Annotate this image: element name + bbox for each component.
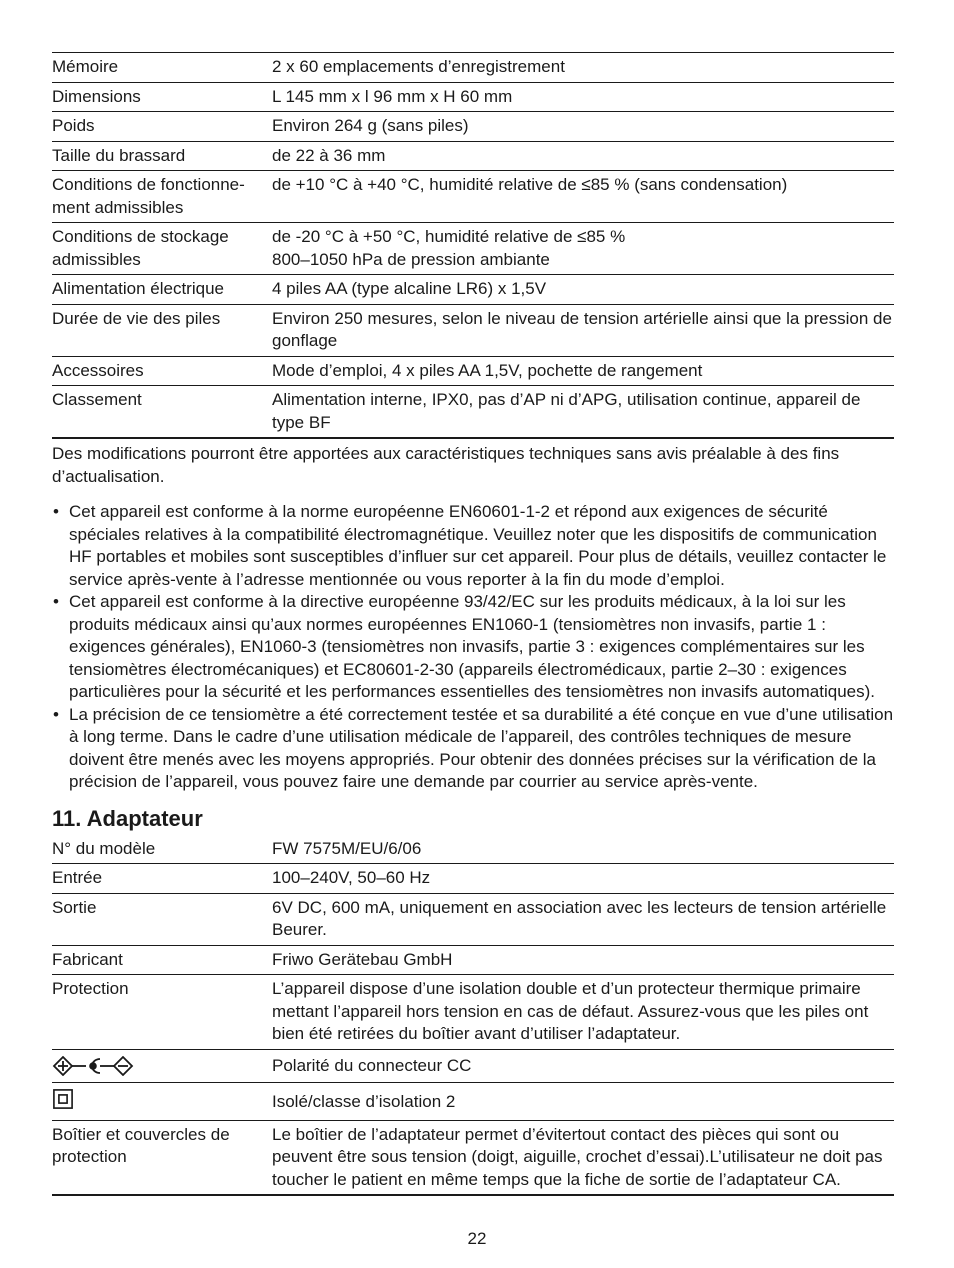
spec-label: Accessoires (52, 360, 144, 380)
spec-value: FW 7575M/EU/6/06 (272, 838, 422, 858)
spec-label: Classement (52, 390, 142, 409)
spec-label: Mémoire (52, 57, 119, 76)
adapter-specs-table (52, 835, 894, 1197)
table-row (52, 53, 894, 83)
compliance-bullet-list (52, 501, 894, 794)
list-item (52, 591, 894, 704)
spec-label: N° du modèle (52, 838, 156, 858)
spec-value: Mode d’emploi, 4 x piles AA 1,5V, pochette de rangement (272, 360, 703, 380)
table-row (52, 1049, 894, 1083)
page-number: 22 (467, 1229, 487, 1248)
spec-label: Entrée (52, 868, 103, 887)
specs-change-note: Des modifications pourront être apportées aux caractéristiques techniques sans avis préalable à des fins d’actualisation. (52, 444, 840, 486)
spec-value: 6V DC, 600 mA, uniquement en association avec les lecteurs de tension artérielle Beurer. (272, 897, 887, 939)
table-row (52, 945, 894, 975)
spec-value-line: de -20 °C à +50 °C, humidité relative de ≤85 % (272, 227, 626, 246)
spec-value: Friwo Gerätebau GmbH (272, 949, 453, 969)
table-row (52, 356, 894, 386)
spec-value (272, 223, 894, 275)
table-row (52, 171, 894, 223)
table-row (52, 304, 894, 356)
spec-label: Durée de vie des piles (52, 308, 221, 328)
bullet-text: Cet appareil est conforme à la norme européenne EN60601-1-2 et répond aux exigences de sécurité spéciales relatives à la compatibilité électromagnétique. Veuillez noter que les dispositifs de communication HF portables et mobiles sont susceptibles d’influer sur cet appareil. Pour plus de détails, veuillez contacter le service après-vente à l’adresse mentionnée ou vous reporter à la fin du mode d’emploi. (69, 502, 887, 589)
table-row (52, 893, 894, 945)
spec-label (52, 1049, 272, 1083)
spec-value-line: 800–1050 hPa de pression ambiante (272, 249, 550, 269)
spec-label: Alimentation électrique (52, 279, 224, 298)
spec-value: L 145 mm x l 96 mm x H 60 mm (272, 86, 513, 106)
table-row (52, 386, 894, 439)
table-row (52, 223, 894, 275)
spec-value: Environ 264 g (sans piles) (272, 116, 469, 135)
spec-value: Le boîtier de l’adaptateur permet d’évitertout contact des pièces qui sont ou peuvent être sous tension (doigt, aiguille, crochet d’essai).L’utilisateur ne doit pas toucher le patient en même temps que la fiche de sortie de l’adaptateur CA. (272, 1124, 883, 1189)
spec-label: Fabricant (52, 949, 123, 969)
bullet-icon: • (53, 704, 59, 724)
bullet-text: Cet appareil est conforme à la directive européenne 93/42/EC sur les produits médicaux, à la loi sur les produits médicaux ainsi qu’aux normes européennes EN1060-1 (tensiomètres non invasifs, partie 1 : exigences générales), EN1060-3 (tensiomètres non invasifs, partie 3 : exigences complémentaires sur les tensiomètres électromécaniques) et EC80601-2-30 (appareils électromédicaux, partie 2–30 : exigences particulières pour la sécurité et les performances essentielles des tensiomètres non invasifs automatiques). (69, 592, 876, 701)
table-row (52, 835, 894, 864)
list-item (52, 501, 894, 591)
spec-label: Protection (52, 979, 129, 998)
spec-value: Alimentation interne, IPX0, pas d’AP ni d’APG, utilisation continue, appareil de type BF (272, 390, 861, 432)
table-row (52, 864, 894, 894)
table-row (52, 1083, 894, 1121)
spec-value: de +10 °C à +40 °C, humidité relative de ≤85 % (sans condensation) (272, 175, 788, 194)
spec-value: 2 x 60 emplacements d’enregistrement (272, 57, 565, 76)
dc-polarity-icon (52, 1056, 134, 1076)
spec-value: 4 piles AA (type alcaline LR6) x 1,5V (272, 279, 547, 298)
spec-label: Taille du brassard (52, 145, 186, 165)
bullet-text: La précision de ce tensiomètre a été correctement testée et sa durabilité a été conçue en vue d’une utilisation à long terme. Dans le cadre d’une utilisation médicale de l’appareil, des contrôles techniques de mesure doivent être menés avec les moyens appropriés. Pour obtenir des données précises sur la vérification de la précision de l’appareil, vous pouvez faire une demande par courrier au service après-vente. (69, 704, 894, 791)
table-row (52, 975, 894, 1050)
bullet-icon: • (53, 592, 59, 611)
spec-label: Conditions de fonctionne-ment admissibles (52, 175, 245, 217)
spec-value: de 22 à 36 mm (272, 145, 386, 165)
table-row (52, 1120, 894, 1195)
spec-value: Environ 250 mesures, selon le niveau de tension artérielle ainsi que la pression de gonflage (272, 308, 892, 350)
section-title: 11. Adaptateur (52, 805, 203, 831)
manual-page (52, 52, 894, 1196)
spec-value: Polarité du connecteur CC (272, 1055, 472, 1075)
bullet-icon: • (53, 502, 59, 521)
spec-label: Conditions de stockage admissibles (52, 227, 229, 269)
table-row (52, 141, 894, 171)
table-row (52, 82, 894, 112)
class-2-insulation-icon (52, 1089, 74, 1109)
spec-label: Poids (52, 116, 95, 135)
spec-value: Isolé/classe d’isolation 2 (272, 1092, 456, 1111)
table-row (52, 275, 894, 305)
spec-value: L’appareil dispose d’une isolation double et d’un protecteur thermique primaire mettant l’appareil hors tension en cas de défaut. Assurez-vous que les piles ont bien été retirées du boîtier avant d’utiliser l’adaptateur. (272, 979, 869, 1043)
spec-label: Boîtier et couvercles de protection (52, 1124, 230, 1166)
table-row (52, 112, 894, 142)
technical-specs-table (52, 52, 894, 439)
spec-label (52, 1083, 272, 1121)
spec-label: Sortie (52, 897, 97, 917)
spec-label: Dimensions (52, 86, 141, 106)
list-item (52, 704, 894, 794)
spec-value: 100–240V, 50–60 Hz (272, 868, 431, 887)
